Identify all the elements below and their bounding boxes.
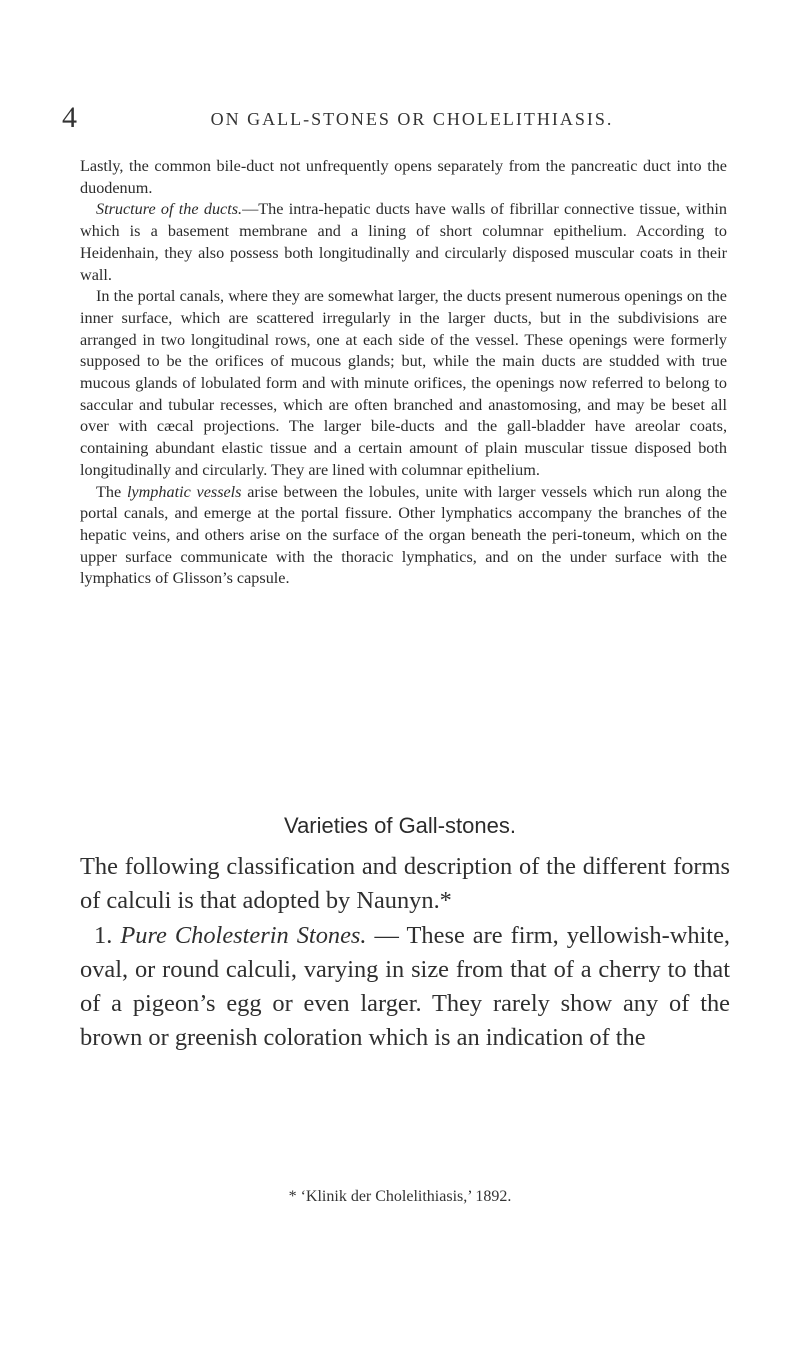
paragraph-lymphatics: The lymphatic vessels arise between the lobules, unite with larger vessels which run along the portal canals, and emerge at the portal fissure. Other lymphatics accompany the branches of the hepatic veins, and others arise on the surface of the organ beneath the peri-toneum, which on the upper surface communicate with the thoracic lymphatics, and on the under surface with the lymphatics of Glisson’s capsule.	[80, 482, 727, 588]
section-heading: Varieties of Gall-stones.	[284, 813, 516, 838]
running-title: ON GALL-STONES OR CHOLELITHIASIS.	[210, 109, 614, 129]
section-intro: The following classification and description of the different forms of calculi is that adopted by Naunyn.*	[80, 853, 730, 915]
item-title: Pure Cholesterin Stones.	[120, 921, 367, 949]
structure-subtitle: Structure of the ducts.	[96, 200, 243, 219]
item-number: 1.	[94, 921, 113, 949]
paragraph-structure: Structure of the ducts.—The intra-hepatic ducts have walls of fibrillar connective tissue, within which is a basement membrane and a lining of short columnar epithelium. According to Heidenhain, they also possess both longitudinally and circularly disposed muscular coats in their wall.	[80, 200, 727, 284]
section-body	[80, 850, 730, 1056]
page-number: 4	[62, 101, 77, 134]
paragraph-portal-canals: In the portal canals, where they are somewhat larger, the ducts present numerous openings on the inner surface, which are scattered irregularly in the larger ducts, but in the subdivisions are arranged in two longitudinal rows, one at each side of the vessel. These openings were formerly supposed to be the orifices of mucous glands; but, while the main ducts are studded with true mucous glands of lobulated form and with minute orifices, the openings now referred to belong to saccular and tubular recesses, which are often branched and anastomosing, and may be beset all over with cæcal projections. The larger bile-ducts and the gall-bladder have areolar coats, containing abundant elastic tissue and a certain amount of plain muscular tissue disposed both longitudinally and circularly. They are lined with columnar epithelium.	[80, 287, 727, 479]
footnote: * ‘Klinik der Cholelithiasis,’ 1892.	[288, 1188, 512, 1205]
list-item-cholesterin: 1. Pure Cholesterin Stones. — These are firm, yellowish-white, oval, or round calculi, varying in size from that of a cherry to that of a pigeon’s egg or even larger. They rarely show any of the brown or greenish coloration which is an indication of the	[80, 921, 730, 1052]
lymphatic-term: lymphatic vessels	[126, 482, 242, 501]
page-header	[62, 100, 762, 136]
paragraph-bile-duct: Lastly, the common bile-duct not unfrequently opens separately from the pancreatic duct into the duodenum.	[80, 157, 727, 197]
body-text	[80, 156, 727, 590]
